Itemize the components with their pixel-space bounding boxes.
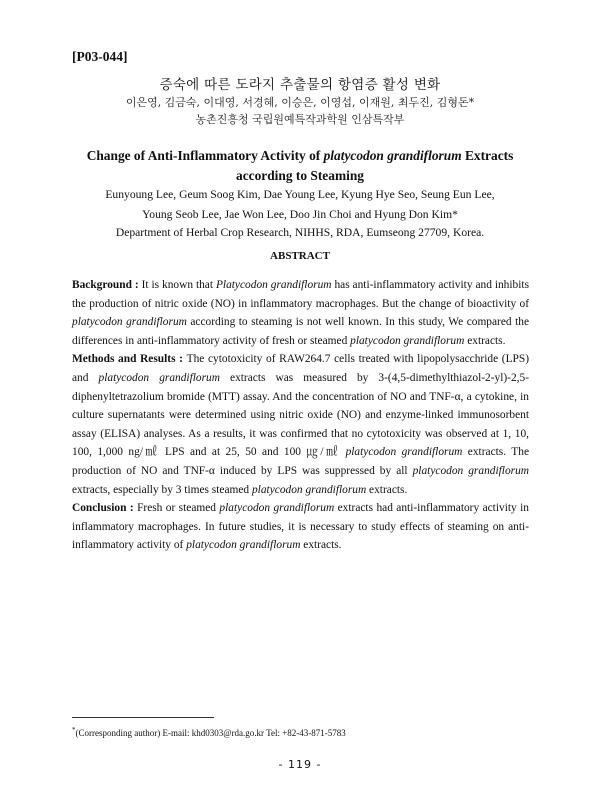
text-span: extracts. bbox=[464, 334, 506, 347]
conclusion-label: Conclusion : bbox=[72, 502, 138, 515]
footnote bbox=[72, 726, 346, 738]
authors-line1: Eunyoung Lee, Geum Soog Kim, Dae Young Lee, Kyung Hye Seo, Seung Eun Lee, bbox=[105, 188, 495, 201]
methods-paragraph bbox=[72, 350, 529, 499]
poster-code: [P03-044] bbox=[72, 49, 128, 64]
text-span: according to steaming is not well known. In this study, We compared the differences in anti-inflammatory activity of fresh or steamed bbox=[72, 316, 530, 347]
korean-affiliation: 농촌진흥청 국립원예특작과학원 인삼특작부 bbox=[195, 113, 405, 126]
species-italic: platycodon grandiflorum bbox=[412, 464, 529, 477]
text-span: Fresh or steamed bbox=[137, 502, 220, 515]
text-span: extracts, especially by 3 times steamed bbox=[72, 483, 252, 496]
footnote-divider bbox=[72, 717, 214, 718]
background-paragraph bbox=[72, 276, 529, 350]
species-italic: platycodon grandiflorum bbox=[345, 446, 463, 459]
species-italic: platycodon grandiflorum bbox=[72, 316, 187, 329]
species-italic: platycodon grandiflorum bbox=[98, 371, 220, 384]
title-line2: according to Steaming bbox=[236, 168, 364, 183]
text-span: has anti-inflammatory activity and inhibits the production of nitric oxide (NO) in inflammatory macrophages. But the change of bioactivity of bbox=[72, 279, 529, 310]
abstract-heading: ABSTRACT bbox=[270, 250, 330, 262]
english-title bbox=[40, 146, 560, 186]
korean-authors: 이은영, 김금숙, 이대영, 서경혜, 이승은, 이영섭, 이재원, 최두진, 김형돈* bbox=[125, 96, 475, 109]
abstract-body bbox=[72, 276, 529, 555]
text-span: extracts was measured by 3-(4,5-dimethylthiazol-2-yl)-2,5-diphenyltetrazolium bromide (MTT) assay. And the concentration of NO and TNF-α, a cytokine, in culture supernatants were determined using nitric oxide (NO) and enzyme-linked immunosorbent assay (ELISA) analyses. As a results, it was confirmed that no cytotoxicity was observed at 1, 10, 100, 1,000 ng/㎖ LPS and at 25, 50 and 100 ㎍/㎖ bbox=[72, 371, 529, 459]
text-span: extracts. bbox=[366, 483, 408, 496]
species-italic: platycodon grandiflorum bbox=[219, 502, 335, 515]
title-species: platycodon grandiflorum bbox=[323, 148, 462, 163]
page-number: - 119 - bbox=[278, 758, 322, 771]
text-span: extracts. bbox=[300, 539, 342, 552]
species-italic: platycodon grandiflorum bbox=[251, 483, 367, 496]
text-span: It is known that bbox=[141, 279, 216, 291]
english-authors bbox=[60, 185, 540, 225]
footnote-text: (Corresponding author) E-mail: khd0303@rda.go.kr Tel: +82-43-871-5783 bbox=[75, 728, 346, 738]
species-italic: Platycodon grandiflorum bbox=[215, 279, 332, 291]
text-span: extracts had anti-inflammatory activity in inflammatory macrophages. In future studies, it is necessary to study effects of steaming on anti-inflammatory activity of bbox=[72, 502, 530, 552]
footnote-marker: * bbox=[72, 726, 76, 734]
text-span: extracts. The production of NO and TNF-α induced by LPS was suppressed by all bbox=[72, 446, 530, 477]
english-affiliation: Department of Herbal Crop Research, NIHHS, RDA, Eumseong 27709, Korea. bbox=[115, 226, 485, 239]
species-italic: platycodon grandiflorum bbox=[350, 334, 465, 347]
text-span: The cytotoxicity of RAW264.7 cells treated with lipopolysacchride (LPS) and bbox=[72, 353, 530, 384]
title-part1: Change of Anti-Inflammatory Activity of bbox=[86, 148, 324, 163]
methods-label: Methods and Results : bbox=[72, 353, 187, 366]
background-label: Background : bbox=[72, 279, 142, 291]
korean-title: 증숙에 따른 도라지 추출물의 항염증 활성 변화 bbox=[159, 77, 441, 93]
conclusion-paragraph bbox=[72, 499, 529, 555]
species-italic: platycodon grandiflorum bbox=[186, 539, 301, 552]
title-part2: Extracts bbox=[461, 148, 514, 163]
authors-line2: Young Seob Lee, Jae Won Lee, Doo Jin Choi and Hyung Don Kim* bbox=[142, 208, 458, 221]
